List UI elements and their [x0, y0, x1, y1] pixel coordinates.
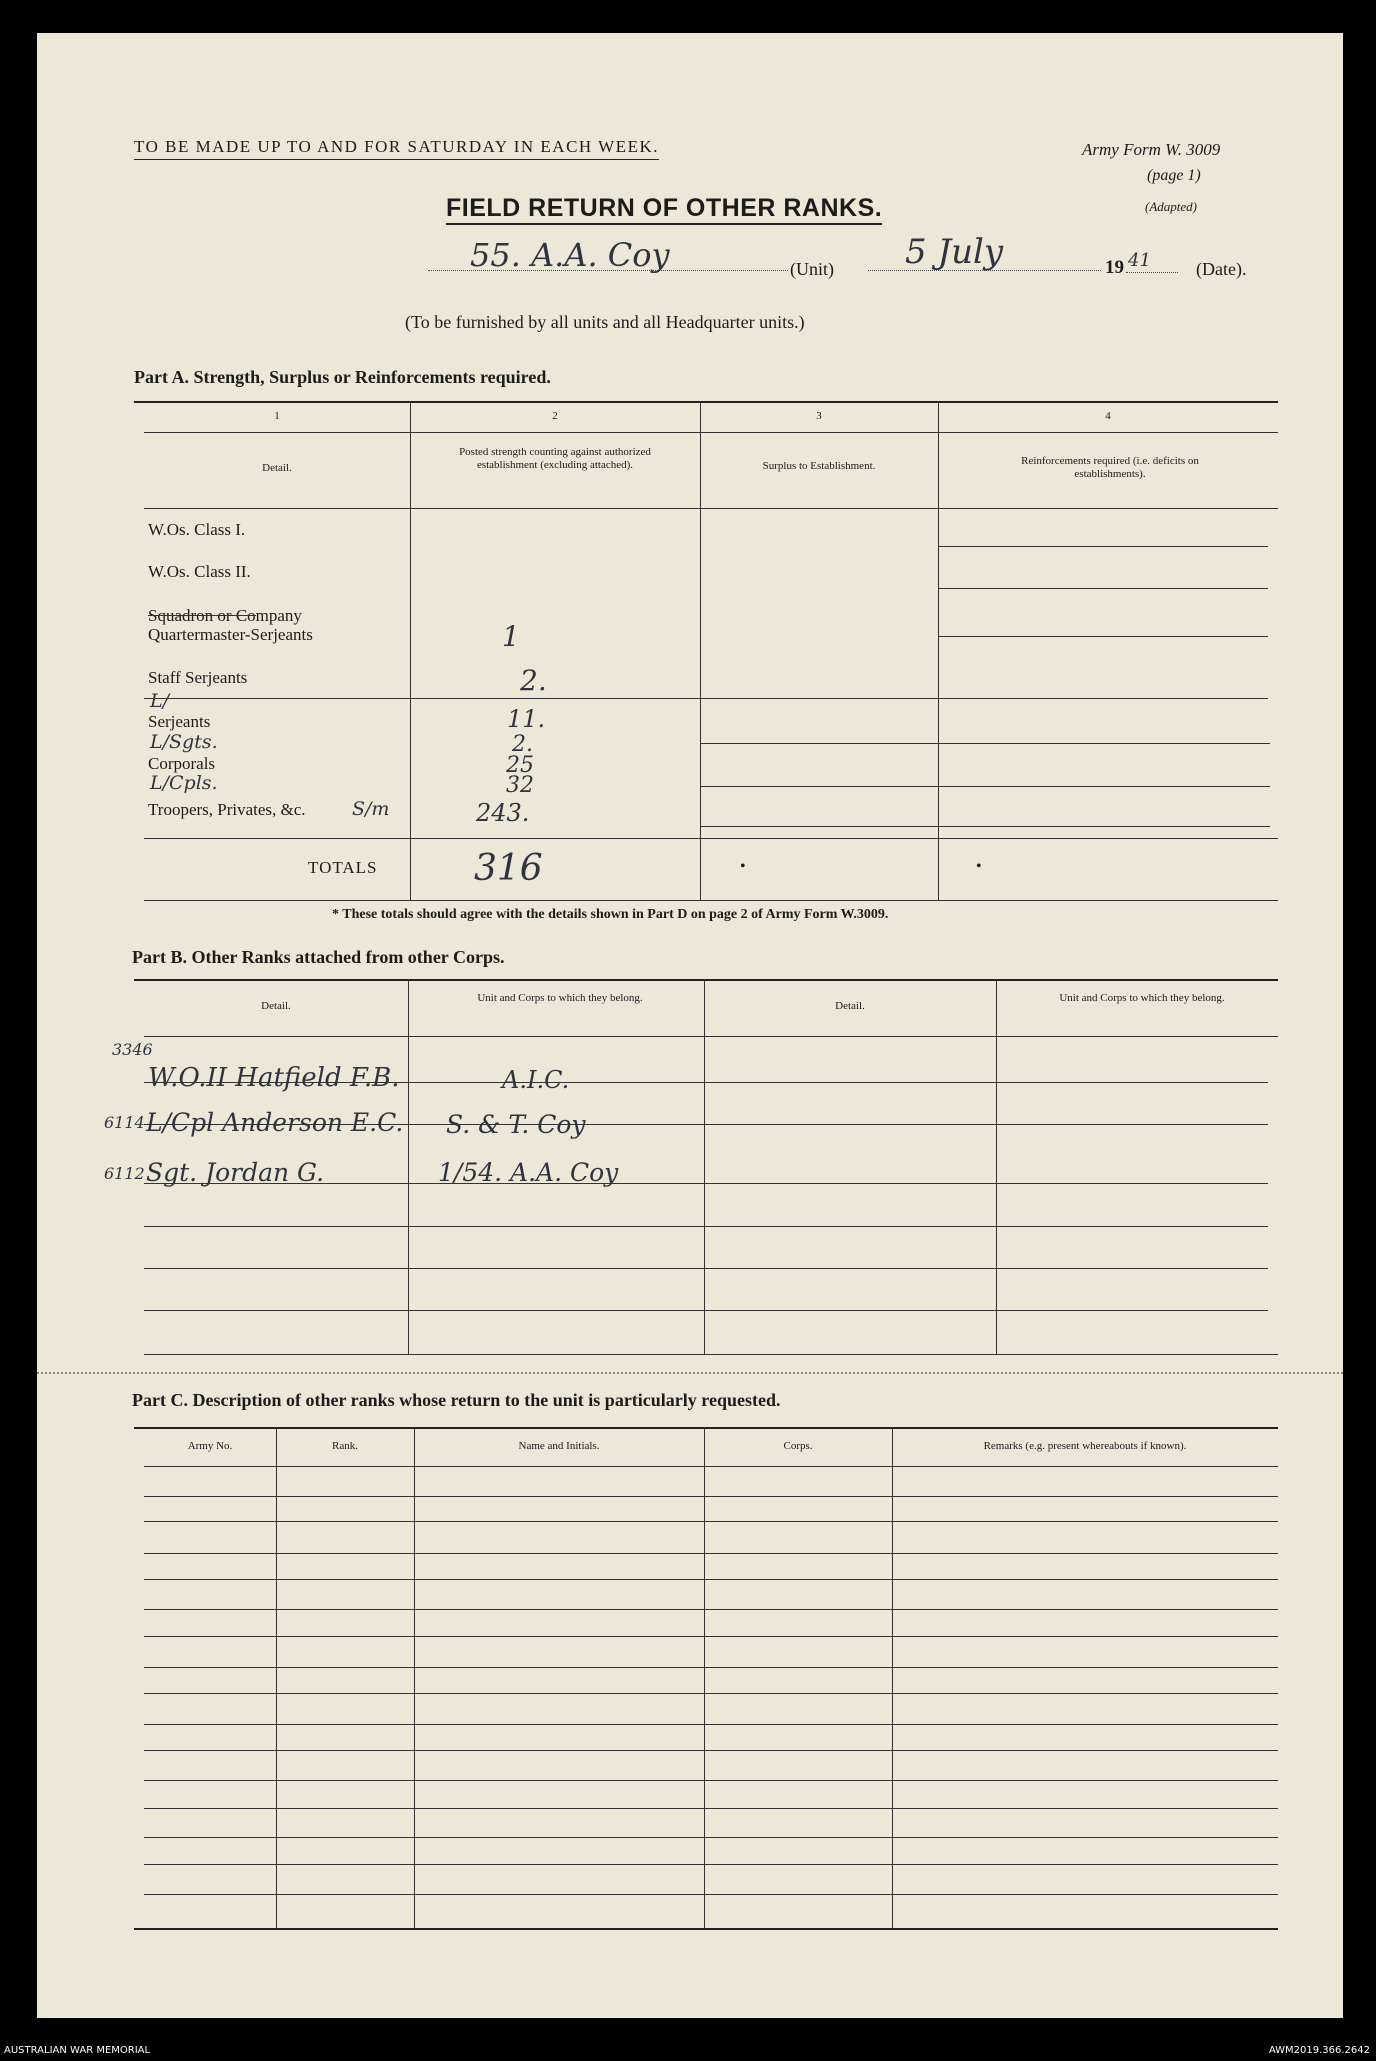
- part-b-row-rule: [144, 1310, 1268, 1311]
- year-line: [1126, 272, 1178, 273]
- part-a-row-rule: [144, 838, 1278, 839]
- part-b-title: Part B. Other Ranks attached from other Corps.: [132, 947, 505, 967]
- perforation-line: [37, 1372, 1343, 1374]
- part-a-top-rule: [134, 401, 1278, 403]
- part-b-row-rule: [144, 1268, 1268, 1269]
- part-a-colnum-rule: [144, 432, 1278, 433]
- part-a-col-divider: [410, 402, 411, 900]
- part-b-header-detail-2: Detail.: [835, 1000, 865, 1012]
- part-c-row-rule: [144, 1724, 1278, 1725]
- part-c-row-rule: [144, 1609, 1278, 1610]
- entry-3-number: 6112: [104, 1164, 145, 1183]
- part-c-row-rule: [144, 1579, 1278, 1580]
- part-c-row-rule: [144, 1667, 1278, 1668]
- part-b-header-unit-1: Unit and Corps to which they belong.: [477, 992, 643, 1004]
- date-label: (Date).: [1196, 259, 1247, 279]
- value-lcpls: 32: [506, 773, 534, 798]
- entry-3-unit: 1/54. A.A. Coy: [438, 1158, 619, 1187]
- part-b-col-divider: [996, 980, 997, 1354]
- unit-label: (Unit): [790, 259, 834, 279]
- part-a-row-rule: [700, 786, 1270, 787]
- part-c-top-rule: [134, 1427, 1278, 1429]
- totals-asterisk-reinforcements: •: [976, 858, 982, 875]
- form-page: (page 1): [1147, 167, 1201, 184]
- part-c-header-rank: Rank.: [332, 1440, 358, 1452]
- part-c-row-rule: [144, 1521, 1278, 1522]
- part-c-bottom-rule: [134, 1928, 1278, 1930]
- part-a-row-rule: [700, 826, 1270, 827]
- part-c-col-divider: [276, 1428, 277, 1928]
- part-a-colnum-3: 3: [816, 410, 822, 422]
- part-a-header-rule: [144, 508, 1278, 509]
- part-a-footnote: * These totals should agree with the details shown in Part D on page 2 of Army Form W.3009.: [332, 907, 889, 922]
- part-a-bottom-rule: [144, 900, 1278, 901]
- part-b-header-detail-1: Detail.: [261, 1000, 291, 1012]
- value-staff-serjeants: 2.: [520, 664, 547, 697]
- part-c-row-rule: [144, 1837, 1278, 1838]
- row-label-lcpls: L/Cpls.: [150, 772, 218, 794]
- entry-3-detail: Sgt. Jordan G.: [146, 1158, 325, 1187]
- part-a-header-detail: Detail.: [262, 462, 292, 474]
- part-a-col-divider: [938, 402, 939, 900]
- totals-value: 316: [474, 848, 543, 889]
- part-a-row-rule: [144, 698, 1268, 699]
- part-c-row-rule: [144, 1780, 1278, 1781]
- unit-value: 55. A.A. Coy: [470, 236, 670, 274]
- form-title: FIELD RETURN OF OTHER RANKS.: [446, 194, 882, 225]
- totals-label: TOTALS: [308, 858, 378, 877]
- handwritten-sjt-prefix: L/: [150, 690, 170, 712]
- part-c-row-rule: [144, 1553, 1278, 1554]
- part-c-row-rule: [144, 1636, 1278, 1637]
- value-lsgts: 2.: [512, 732, 533, 757]
- part-c-header-remarks: Remarks (e.g. present whereabouts if known).: [983, 1440, 1187, 1452]
- weekly-instruction: TO BE MADE UP TO AND FOR SATURDAY IN EACH WEEK.: [134, 137, 659, 160]
- part-a-row-rule: [700, 743, 1270, 744]
- handwritten-troopers-suffix: S/m: [352, 798, 390, 820]
- row-label-troopers: Troopers, Privates, &c.: [148, 800, 306, 819]
- row-label-wo1: W.Os. Class I.: [148, 520, 246, 539]
- part-b-header-unit-2: Unit and Corps to which they belong.: [1059, 992, 1225, 1004]
- part-c-col-divider: [704, 1428, 705, 1928]
- date-value: 5 July: [905, 232, 1004, 272]
- part-c-title: Part C. Description of other ranks whose return to the unit is particularly requested.: [132, 1390, 781, 1410]
- row-label-cqms: Squadron or Company Quartermaster-Serjeants: [148, 606, 313, 644]
- entry-1-unit: A.I.C.: [502, 1066, 570, 1094]
- part-a-row-rule: [938, 636, 1268, 637]
- value-corporals: 25: [506, 753, 534, 778]
- part-c-header-corps: Corps.: [783, 1440, 813, 1452]
- part-b-top-rule: [134, 979, 1278, 981]
- part-a-row-rule: [938, 546, 1268, 547]
- part-a-header-posted: Posted strength counting against authorized establishment (excluding attached).: [459, 446, 651, 471]
- part-b-col-divider: [408, 980, 409, 1354]
- archive-reference: AWM2019.366.2642: [1268, 2045, 1370, 2056]
- entry-1-detail: W.O.II Hatfield F.B.: [148, 1063, 400, 1093]
- part-b-bottom-rule: [144, 1354, 1278, 1355]
- form-adapted: (Adapted): [1145, 199, 1197, 214]
- row-label-corporals: Corporals: [148, 754, 216, 773]
- part-c-header-rule: [144, 1466, 1278, 1467]
- part-a-header-reinforcements: Reinforcements required (i.e. deficits on establishments).: [1021, 455, 1199, 480]
- value-serjeants: 11.: [507, 705, 546, 733]
- row-label-wo2: W.Os. Class II.: [148, 562, 251, 581]
- part-c-col-divider: [414, 1428, 415, 1928]
- value-cqms: 1: [502, 620, 520, 653]
- part-a-row-rule: [938, 588, 1268, 589]
- archive-credit: AUSTRALIAN WAR MEMORIAL: [4, 2045, 151, 2056]
- row-label-serjeants: Serjeants: [148, 712, 211, 731]
- furnish-note: (To be furnished by all units and all Headquarter units.): [405, 312, 805, 332]
- part-a-col-divider: [700, 402, 701, 900]
- part-c-col-divider: [892, 1428, 893, 1928]
- entry-2-detail: L/Cpl Anderson E.C.: [146, 1108, 404, 1137]
- part-c-row-rule: [144, 1894, 1278, 1895]
- form-name: Army Form W. 3009: [1082, 140, 1221, 159]
- row-label-staff-serjeants: Staff Serjeants: [148, 668, 248, 687]
- part-a-colnum-1: 1: [274, 410, 280, 422]
- part-c-row-rule: [144, 1750, 1278, 1751]
- part-c-row-rule: [144, 1693, 1278, 1694]
- value-troopers: 243.: [476, 799, 530, 827]
- row-label-lsgts: L/Sgts.: [150, 731, 218, 753]
- part-a-colnum-4: 4: [1105, 410, 1111, 422]
- part-b-header-rule: [144, 1036, 1278, 1037]
- part-b-row-rule: [144, 1226, 1268, 1227]
- entry-1-number: 3346: [112, 1040, 153, 1059]
- part-a-title: Part A. Strength, Surplus or Reinforcements required.: [134, 367, 551, 387]
- part-c-row-rule: [144, 1808, 1278, 1809]
- entry-2-number: 6114: [104, 1113, 145, 1132]
- squadron-strikethrough: [148, 615, 256, 616]
- year-value: 41: [1128, 250, 1151, 271]
- part-b-col-divider: [704, 980, 705, 1354]
- totals-asterisk-surplus: •: [740, 858, 746, 875]
- part-c-header-name: Name and Initials.: [518, 1440, 600, 1452]
- part-a-header-surplus: Surplus to Establishment.: [762, 460, 876, 472]
- part-a-colnum-2: 2: [552, 410, 558, 422]
- year-prefix: 19: [1105, 257, 1124, 278]
- part-c-row-rule: [144, 1496, 1278, 1497]
- part-c-header-army-no: Army No.: [187, 1440, 233, 1452]
- entry-2-unit: S. & T. Coy: [446, 1110, 586, 1139]
- part-c-row-rule: [144, 1864, 1278, 1865]
